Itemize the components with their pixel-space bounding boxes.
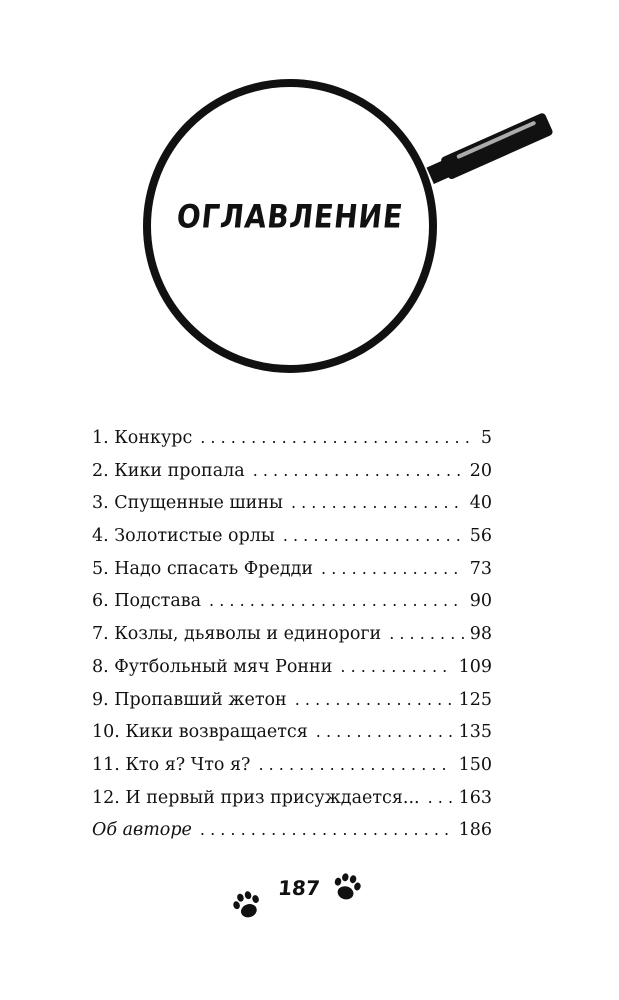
toc-row: [92, 618, 492, 651]
toc-label: 12. И первый приз присуждается...: [92, 787, 420, 808]
toc-page-number: 98: [469, 624, 492, 645]
table-of-contents: [92, 422, 492, 847]
toc-row: [92, 651, 492, 684]
toc-page-number: 56: [469, 526, 492, 547]
toc-row: [92, 455, 492, 488]
toc-page-number: 135: [458, 722, 492, 743]
toc-row: [92, 553, 492, 586]
toc-row: [92, 585, 492, 618]
toc-leader-dots: [340, 651, 452, 684]
toc-row: [92, 684, 492, 717]
toc-leader-dots: [291, 487, 464, 520]
toc-leader-dots: [321, 553, 464, 586]
paw-print-icon: [330, 870, 364, 904]
toc-leader-dots: [428, 782, 453, 815]
toc-label: 1. Конкурс: [92, 428, 193, 448]
toc-label: 8. Футбольный мяч Ронни: [92, 656, 333, 677]
toc-page-number: 109: [458, 656, 492, 677]
toc-label: 9. Пропавший жетон: [92, 689, 287, 710]
toc-label: 6. Подстава: [92, 591, 202, 612]
toc-label: 10. Кики возвращается: [92, 722, 308, 743]
toc-row: [92, 487, 492, 520]
toc-label: 11. Кто я? Что я?: [92, 754, 251, 775]
toc-label: 4. Золотистые орлы: [92, 526, 275, 547]
toc-leader-dots: [253, 455, 464, 488]
toc-leader-dots: [200, 814, 453, 847]
toc-page-number: 186: [458, 820, 492, 841]
toc-label: 2. Кики пропала: [92, 460, 245, 481]
page-number: 187: [277, 876, 321, 900]
toc-page-number: 150: [458, 754, 492, 775]
toc-row: [92, 782, 492, 815]
toc-label: 3. Спущенные шины: [92, 493, 283, 514]
page-footer: [230, 870, 370, 930]
paw-print-icon: [230, 888, 264, 922]
toc-label: 5. Надо спасать Фредди: [92, 558, 314, 579]
toc-leader-dots: [283, 520, 464, 553]
toc-row: [92, 749, 492, 782]
toc-page-number: 163: [458, 787, 492, 808]
toc-page-number: 90: [469, 591, 492, 612]
page-title: ОГЛАВЛЕНИЕ: [174, 197, 406, 236]
toc-leader-dots: [209, 585, 464, 618]
toc-page-number: 5: [480, 428, 492, 448]
toc-row-about-author: [92, 814, 492, 847]
toc-row: [92, 520, 492, 553]
toc-label: 7. Козлы, дьяволы и единороги: [92, 624, 382, 645]
toc-page-number: 20: [469, 460, 492, 481]
toc-leader-dots: [389, 618, 464, 651]
toc-row: [92, 716, 492, 749]
toc-page-number: 40: [469, 493, 492, 514]
toc-leader-dots: [200, 422, 475, 455]
toc-label: Об авторе: [92, 820, 192, 841]
toc-page-number: 73: [469, 558, 492, 579]
toc-leader-dots: [295, 684, 453, 717]
toc-leader-dots: [316, 716, 453, 749]
toc-page-number: 125: [458, 689, 492, 710]
toc-leader-dots: [258, 749, 452, 782]
toc-row: [92, 422, 492, 455]
